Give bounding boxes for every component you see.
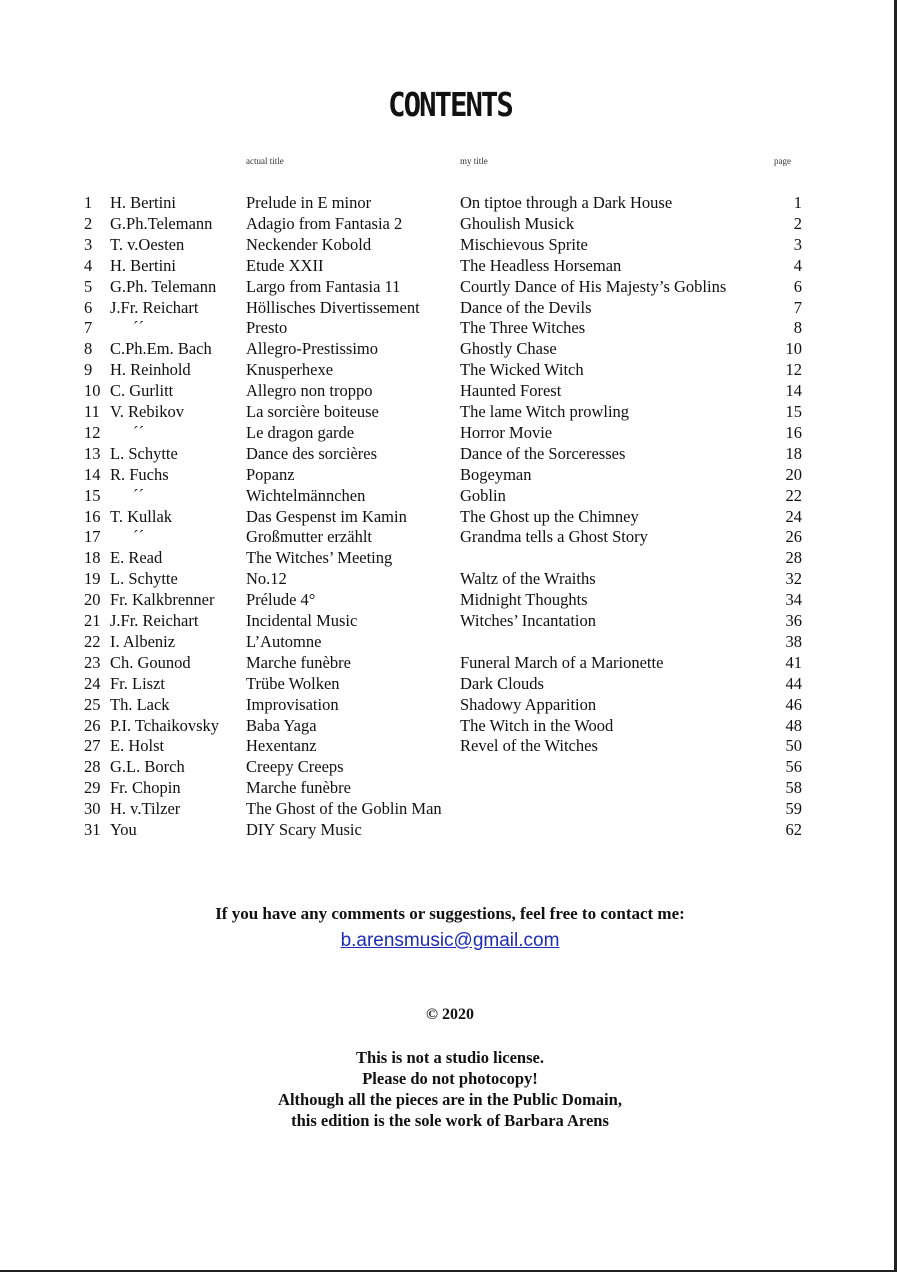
toc-page-number: 59 bbox=[785, 799, 802, 819]
toc-number: 17 bbox=[84, 527, 101, 547]
toc-number: 2 bbox=[84, 213, 93, 233]
toc-my-title: Courtly Dance of His Majesty’s Goblins bbox=[460, 276, 727, 296]
license-notice-line: this edition is the sole work of Barbara Arens bbox=[291, 1111, 609, 1130]
toc-composer: Fr. Kalkbrenner bbox=[110, 590, 215, 610]
toc-row bbox=[0, 610, 900, 631]
toc-number: 11 bbox=[84, 402, 100, 421]
toc-page-number: 50 bbox=[785, 736, 802, 756]
toc-number: 19 bbox=[84, 569, 101, 589]
toc-row bbox=[0, 694, 900, 715]
toc-composer: C. Gurlitt bbox=[110, 381, 174, 401]
toc-page-number: 2 bbox=[793, 213, 802, 233]
toc-actual-title: Baba Yaga bbox=[246, 715, 317, 735]
toc-number: 25 bbox=[84, 694, 101, 714]
toc-my-title: Revel of the Witches bbox=[460, 736, 598, 756]
toc-actual-title: DIY Scary Music bbox=[246, 820, 362, 839]
toc-number: 18 bbox=[84, 548, 101, 568]
toc-number: 26 bbox=[84, 715, 101, 735]
license-notice-line: This is not a studio license. bbox=[356, 1048, 544, 1067]
toc-page-number: 56 bbox=[785, 757, 802, 777]
toc-row bbox=[0, 819, 900, 840]
toc-composer: Ch. Gounod bbox=[110, 652, 191, 672]
toc-actual-title: Allegro-Prestissimo bbox=[246, 339, 378, 359]
toc-my-title: The lame Witch prowling bbox=[460, 402, 630, 421]
toc-number: 5 bbox=[84, 276, 93, 296]
toc-page-number: 62 bbox=[785, 820, 802, 839]
toc-number: 13 bbox=[84, 443, 101, 463]
toc-page-number: 38 bbox=[785, 631, 802, 651]
toc-number: 23 bbox=[84, 652, 101, 672]
toc-row bbox=[0, 735, 900, 756]
toc-row bbox=[0, 715, 900, 736]
toc-row bbox=[0, 798, 900, 819]
toc-composer: T. v.Oesten bbox=[110, 234, 185, 254]
toc-number: 10 bbox=[84, 381, 101, 401]
toc-page-number: 6 bbox=[793, 276, 802, 296]
page-title: CONTENTS bbox=[388, 86, 512, 125]
toc-actual-title: Neckender Kobold bbox=[246, 234, 372, 254]
toc-composer: H. Bertini bbox=[110, 193, 176, 212]
toc-number: 12 bbox=[84, 422, 101, 442]
toc-row bbox=[0, 506, 900, 527]
toc-page-number: 58 bbox=[785, 778, 802, 798]
toc-number: 30 bbox=[84, 799, 101, 819]
toc-actual-title: Prelude in E minor bbox=[246, 193, 372, 212]
toc-number: 1 bbox=[84, 193, 93, 212]
toc-page-number: 44 bbox=[785, 673, 802, 693]
toc-row bbox=[0, 631, 900, 652]
contact-text: If you have any comments or suggestions, feel free to contact me: bbox=[215, 904, 685, 923]
toc-row bbox=[0, 777, 900, 798]
toc-composer: Th. Lack bbox=[110, 694, 170, 714]
toc-actual-title: Großmutter erzählt bbox=[246, 527, 372, 547]
toc-composer: V. Rebikov bbox=[110, 402, 184, 421]
toc-my-title: Midnight Thoughts bbox=[460, 590, 588, 610]
toc-number: 8 bbox=[84, 339, 93, 359]
toc-composer: T. Kullak bbox=[110, 506, 173, 526]
toc-page-number: 18 bbox=[785, 443, 802, 463]
toc-my-title: Ghostly Chase bbox=[460, 339, 557, 359]
toc-row bbox=[0, 380, 900, 401]
toc-number: 29 bbox=[84, 778, 101, 798]
toc-row bbox=[0, 297, 900, 318]
toc-row bbox=[0, 589, 900, 610]
toc-page-number: 15 bbox=[785, 402, 802, 421]
toc-actual-title: L’Automne bbox=[246, 631, 322, 651]
toc-page-number: 10 bbox=[785, 339, 802, 359]
toc-actual-title: Le dragon garde bbox=[246, 422, 355, 442]
toc-actual-title: Marche funèbre bbox=[246, 652, 351, 672]
toc-my-title: Dark Clouds bbox=[460, 673, 544, 693]
toc-composer: H. Reinhold bbox=[110, 360, 191, 380]
toc-composer: I. Albeniz bbox=[110, 631, 176, 651]
copyright-notice: © 2020 bbox=[426, 1006, 474, 1023]
toc-my-title: Goblin bbox=[460, 485, 506, 505]
column-header-page: page bbox=[774, 156, 791, 166]
toc-number: 24 bbox=[84, 673, 101, 693]
license-notice-line: Although all the pieces are in the Public Domain, bbox=[278, 1090, 622, 1109]
toc-actual-title: Improvisation bbox=[246, 694, 339, 714]
toc-ditto-mark: ´´ bbox=[133, 485, 144, 505]
toc-page-number: 28 bbox=[785, 548, 802, 568]
column-header-actual-title: actual title bbox=[246, 156, 284, 166]
toc-actual-title: Incidental Music bbox=[246, 611, 358, 630]
toc-my-title: The Three Witches bbox=[460, 318, 586, 338]
toc-actual-title: Hexentanz bbox=[246, 736, 317, 756]
toc-page-number: 24 bbox=[785, 506, 802, 526]
toc-number: 20 bbox=[84, 590, 101, 610]
toc-composer: E. Holst bbox=[110, 736, 165, 756]
toc-page-number: 48 bbox=[785, 715, 802, 735]
toc-my-title: Dance of the Sorceresses bbox=[460, 443, 626, 463]
toc-row bbox=[0, 338, 900, 359]
toc-composer: P.I. Tchaikovsky bbox=[110, 715, 219, 735]
license-notice-line: Please do not photocopy! bbox=[362, 1069, 538, 1088]
toc-number: 31 bbox=[84, 820, 101, 839]
toc-row bbox=[0, 359, 900, 380]
toc-actual-title: Presto bbox=[246, 318, 288, 338]
toc-my-title: The Headless Horseman bbox=[460, 255, 622, 275]
toc-composer: J.Fr. Reichart bbox=[110, 611, 199, 630]
toc-actual-title: Marche funèbre bbox=[246, 778, 351, 798]
toc-number: 21 bbox=[84, 611, 101, 630]
toc-composer: G.Ph.Telemann bbox=[110, 213, 213, 233]
toc-actual-title: No.12 bbox=[246, 569, 287, 589]
toc-composer: L. Schytte bbox=[110, 443, 178, 463]
toc-my-title: The Wicked Witch bbox=[460, 360, 584, 380]
toc-composer: C.Ph.Em. Bach bbox=[110, 339, 212, 359]
toc-row bbox=[0, 443, 900, 464]
toc-actual-title: Adagio from Fantasia 2 bbox=[246, 213, 403, 233]
toc-my-title: The Witch in the Wood bbox=[460, 715, 614, 735]
toc-actual-title: Etude XXII bbox=[246, 255, 324, 275]
toc-my-title: Horror Movie bbox=[460, 422, 553, 442]
toc-page-number: 36 bbox=[785, 611, 802, 630]
toc-number: 28 bbox=[84, 757, 101, 777]
toc-actual-title: Dance des sorcières bbox=[246, 443, 378, 463]
toc-row bbox=[0, 401, 900, 422]
toc-actual-title: Largo from Fantasia 11 bbox=[246, 276, 401, 296]
toc-ditto-mark: ´´ bbox=[133, 527, 144, 547]
toc-row bbox=[0, 317, 900, 338]
toc-page-number: 3 bbox=[793, 234, 802, 254]
toc-my-title: Shadowy Apparition bbox=[460, 694, 597, 714]
toc-row bbox=[0, 547, 900, 568]
toc-actual-title: Knusperhexe bbox=[246, 360, 334, 380]
toc-page-number: 12 bbox=[785, 360, 802, 380]
toc-number: 14 bbox=[84, 464, 101, 484]
toc-page-number: 46 bbox=[785, 694, 802, 714]
toc-page-number: 16 bbox=[785, 422, 802, 442]
toc-actual-title: Das Gespenst im Kamin bbox=[246, 506, 407, 526]
toc-row bbox=[0, 568, 900, 589]
toc-number: 4 bbox=[84, 255, 93, 275]
toc-my-title: Bogeyman bbox=[460, 464, 532, 484]
toc-actual-title: The Witches’ Meeting bbox=[246, 548, 393, 568]
toc-row bbox=[0, 652, 900, 673]
toc-page-number: 20 bbox=[785, 464, 802, 484]
toc-page-number: 32 bbox=[785, 569, 802, 589]
toc-actual-title: Prélude 4° bbox=[246, 590, 316, 610]
toc-number: 27 bbox=[84, 736, 101, 756]
toc-row bbox=[0, 255, 900, 276]
toc-number: 16 bbox=[84, 506, 101, 526]
toc-row bbox=[0, 422, 900, 443]
toc-my-title: Grandma tells a Ghost Story bbox=[460, 527, 648, 547]
toc-page-number: 34 bbox=[785, 590, 802, 610]
toc-row bbox=[0, 192, 900, 213]
toc-ditto-mark: ´´ bbox=[133, 422, 144, 442]
toc-composer: Fr. Liszt bbox=[110, 673, 166, 693]
toc-composer: E. Read bbox=[110, 548, 163, 568]
toc-number: 9 bbox=[84, 360, 93, 380]
toc-my-title: Ghoulish Musick bbox=[460, 213, 575, 233]
toc-my-title: On tiptoe through a Dark House bbox=[460, 193, 673, 212]
toc-actual-title: The Ghost of the Goblin Man bbox=[246, 799, 442, 819]
toc-composer: G.L. Borch bbox=[110, 757, 185, 777]
column-header-my-title: my title bbox=[460, 156, 488, 166]
toc-row bbox=[0, 234, 900, 255]
toc-row bbox=[0, 213, 900, 234]
toc-my-title: Witches’ Incantation bbox=[460, 611, 597, 630]
toc-my-title: Mischievous Sprite bbox=[460, 234, 588, 254]
toc-composer: L. Schytte bbox=[110, 569, 178, 589]
toc-row bbox=[0, 464, 900, 485]
toc-composer: J.Fr. Reichart bbox=[110, 297, 199, 317]
toc-page-number: 14 bbox=[785, 381, 802, 401]
toc-my-title: Dance of the Devils bbox=[460, 297, 592, 317]
toc-my-title: Funeral March of a Marionette bbox=[460, 652, 664, 672]
toc-composer: Fr. Chopin bbox=[110, 778, 181, 798]
toc-actual-title: Popanz bbox=[246, 464, 295, 484]
toc-page-number: 4 bbox=[793, 255, 802, 275]
toc-composer: R. Fuchs bbox=[110, 464, 169, 484]
toc-page-number: 41 bbox=[785, 652, 802, 672]
toc-my-title: Waltz of the Wraiths bbox=[460, 569, 596, 589]
toc-row bbox=[0, 276, 900, 297]
toc-page-number: 26 bbox=[785, 527, 802, 547]
toc-actual-title: Allegro non troppo bbox=[246, 381, 373, 401]
toc-composer: H. Bertini bbox=[110, 255, 176, 275]
toc-row bbox=[0, 756, 900, 777]
toc-composer: H. v.Tilzer bbox=[110, 799, 181, 819]
toc-actual-title: Höllisches Divertissement bbox=[246, 297, 420, 317]
toc-page-number: 1 bbox=[793, 193, 802, 212]
toc-number: 7 bbox=[84, 318, 93, 338]
toc-my-title: The Ghost up the Chimney bbox=[460, 506, 639, 526]
toc-page-number: 7 bbox=[793, 297, 802, 317]
toc-page-number: 22 bbox=[785, 485, 802, 505]
toc-actual-title: Wichtelmännchen bbox=[246, 485, 366, 505]
toc-my-title: Haunted Forest bbox=[460, 381, 562, 401]
toc-page-number: 8 bbox=[793, 318, 802, 338]
toc-number: 22 bbox=[84, 631, 101, 651]
toc-row bbox=[0, 485, 900, 506]
toc-row bbox=[0, 673, 900, 694]
toc-number: 15 bbox=[84, 485, 101, 505]
toc-row bbox=[0, 526, 900, 547]
toc-actual-title: Trübe Wolken bbox=[246, 673, 340, 693]
toc-actual-title: Creepy Creeps bbox=[246, 757, 344, 777]
toc-composer: You bbox=[110, 820, 137, 839]
toc-ditto-mark: ´´ bbox=[133, 318, 144, 338]
email-link[interactable]: b.arensmusic@gmail.com bbox=[340, 930, 560, 951]
toc-number: 3 bbox=[84, 234, 93, 254]
toc-actual-title: La sorcière boiteuse bbox=[246, 402, 379, 421]
toc-number: 6 bbox=[84, 297, 93, 317]
toc-composer: G.Ph. Telemann bbox=[110, 276, 217, 296]
license-notice bbox=[0, 1047, 900, 1131]
